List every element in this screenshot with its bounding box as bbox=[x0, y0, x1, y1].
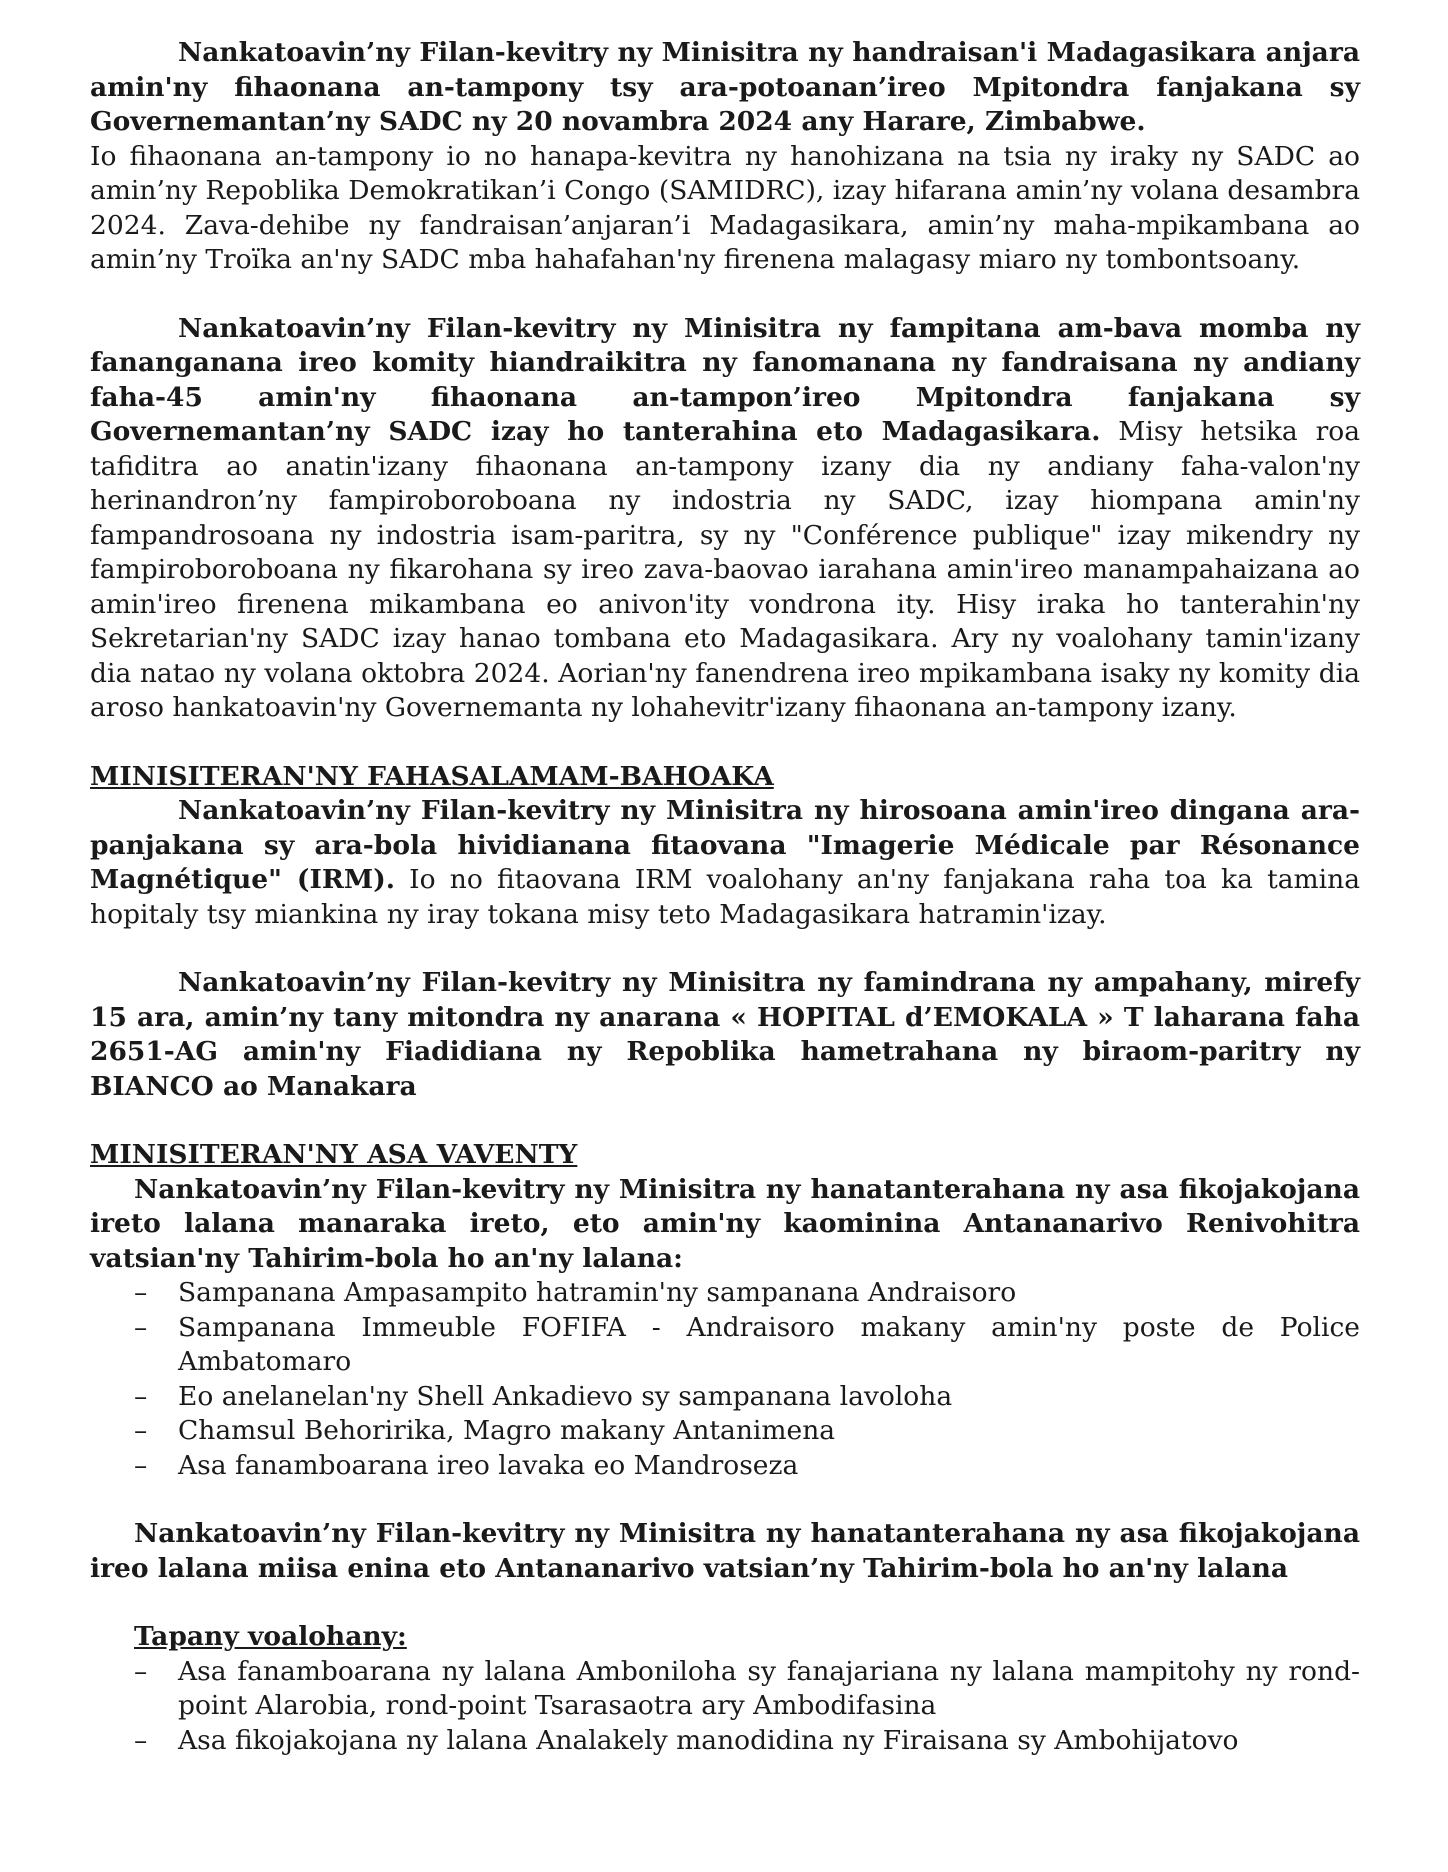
dash-bullet: – bbox=[134, 1415, 148, 1446]
list-item-text: Asa fanamboarana ireo lavaka eo Mandroseza bbox=[178, 1449, 799, 1481]
list-item-text: Asa fanamboarana ny lalana Amboniloha sy fanajariana ny lalana mampitohy ny rond-point Alarobia, rond-point Tsarasaotra ary Ambodifasina bbox=[178, 1655, 1360, 1721]
spacer bbox=[90, 1586, 1360, 1620]
section-heading-health: MINISITERAN'NY FAHASALAMAM-BAHOAKA bbox=[90, 760, 774, 792]
list-item-text: Sampanana Immeuble FOFIFA - Andraisoro makany amin'ny poste de Police Ambatomaro bbox=[178, 1311, 1360, 1377]
paragraph-body: Misy hetsika roa tafiditra ao anatin'izany fihaonana an-tampony izany dia ny andiany faha-valon'ny herinandron’ny fampiroboroboana ny indostria ny SADC, izay hiompana amin'ny fampandrosoana ny indostria isam-paritra, sy ny "Conférence publique" izay mikendry ny fampiroboroboana ny fikarohana sy ireo zava-baovao iarahana amin'ireo manampahaizana ao amin'ireo firenena mikambana eo anivon'ity vondrona ity. Hisy iraka ho tanterahin'ny Sekretarian'ny SADC izay hanao tombana eto Madagasikara. Ary ny voalohany tamin'izany dia natao ny volana oktobra 2024. Aorian'ny fanendrena ireo mpikambana isaky ny komity dia aroso hankatoavin'ny Governemanta ny lohahevitr'izany fihaonana an-tampony izany. bbox=[90, 416, 1360, 723]
list-item bbox=[90, 1380, 1360, 1415]
dash-bullet: – bbox=[134, 1380, 148, 1412]
dash-bullet: – bbox=[134, 1311, 148, 1343]
list-item-text: Sampanana Ampasampito hatramin'ny sampanana Andraisoro bbox=[178, 1277, 1017, 1308]
list-item bbox=[90, 1276, 1360, 1311]
paragraph-road-maintenance: Nankatoavin’ny Filan-kevitry ny Minisitra ny hanatanterahana ny asa fikojakojana ireto lalana manaraka ireto, eto amin'ny kaominina Antananarivo Renivohitra vatsian'ny Tahirim-bola ho an'ny lalana: bbox=[90, 1173, 1360, 1274]
list-item bbox=[90, 1655, 1360, 1724]
list-item bbox=[90, 1414, 1360, 1449]
paragraph-lead: Nankatoavin’ny Filan-kevitry ny Minisitra ny handraisan'i Madagasikara anjara amin'ny fihaonana an-tampony tsy ara-potoanan’ireo Mpitondra fanjakana sy Governemantan’ny SADC ny 20 novambra 2024 any Harare, Zimbabwe. bbox=[90, 37, 1360, 137]
phase-one-list bbox=[90, 1655, 1360, 1759]
dash-bullet: – bbox=[134, 1277, 148, 1308]
list-item-text: Asa fikojakojana ny lalana Analakely manodidina ny Firaisana sy Ambohijatovo bbox=[178, 1724, 1239, 1756]
list-item-text: Chamsul Behoririka, Magro makany Antanimena bbox=[178, 1415, 836, 1446]
paragraph-bianco: Nankatoavin’ny Filan-kevitry ny Minisitra ny famindrana ny ampahany, mirefy 15 ara, amin’ny tany mitondra ny anarana « HOPITAL d’EMOKALA » T laharana faha 2651-AG amin'ny Fiadidiana ny Repoblika hametrahana ny biraom-paritry ny BIANCO ao Manakara bbox=[90, 967, 1360, 1102]
paragraph-body: Io fihaonana an-tampony io no hanapa-kevitra ny hanohizana na tsia ny iraky ny SADC ao amin’ny Repoblika Demokratikan’i Congo (SAMIDRC), izay hifarana amin’ny volana desambra 2024. Zava-dehibe ny fandraisan’anjaran’i Madagasikara, amin’ny maha-mpikambana ao amin’ny Troïka an'ny SADC mba hahafahan'ny firenena malagasy miaro ny tombontsoany. bbox=[90, 140, 1360, 275]
subheading-phase-one: Tapany voalohany: bbox=[134, 1621, 407, 1652]
paragraph-lead: Nankatoavin’ny Filan-kevitry ny Minisitra ny hirosoana amin'ireo dingana ara-panjakana sy ara-bola hividianana fitaovana "Imagerie Médicale par Résonance Magnétique" (IRM). bbox=[90, 795, 1360, 895]
section-heading-works: MINISITERAN'NY ASA VAVENTY bbox=[90, 1139, 578, 1170]
list-item-text: Eo anelanelan'ny Shell Ankadievo sy sampanana lavoloha bbox=[178, 1380, 953, 1412]
paragraph-body: Io no fitaovana IRM voalohany an'ny fanjakana raha toa ka tamina hopitaly tsy miankina ny iray tokana misy teto Madagasikara hatramin'izay. bbox=[90, 864, 1360, 930]
spacer bbox=[90, 1104, 1360, 1138]
spacer bbox=[90, 1483, 1360, 1517]
dash-bullet: – bbox=[134, 1655, 148, 1687]
list-item bbox=[90, 1724, 1360, 1759]
list-item bbox=[90, 1449, 1360, 1484]
paragraph-irm bbox=[90, 794, 1360, 932]
road-list bbox=[90, 1276, 1360, 1483]
dash-bullet: – bbox=[134, 1724, 148, 1756]
paragraph-sadc-committees bbox=[90, 312, 1360, 726]
list-item bbox=[90, 1311, 1360, 1380]
dash-bullet: – bbox=[134, 1449, 148, 1481]
spacer bbox=[90, 932, 1360, 966]
spacer bbox=[90, 278, 1360, 312]
document-page bbox=[90, 36, 1360, 1758]
paragraph-sadc-summit bbox=[90, 36, 1360, 278]
paragraph-six-roads: Nankatoavin’ny Filan-kevitry ny Minisitra ny hanatanterahana ny asa fikojakojana ireo lalana miisa enina eto Antananarivo vatsian’ny Tahirim-bola ho an'ny lalana bbox=[90, 1518, 1360, 1584]
paragraph-lead: Nankatoavin’ny Filan-kevitry ny Minisitra ny fampitana am-bava momba ny fananganana ireo komity hiandraikitra ny fanomanana ny fandraisana ny andiany faha-45 amin'ny fihaonana an-tampon’ireo Mpitondra fanjakana sy Governemantan’ny SADC izay ho tanterahina eto Madagasikara. bbox=[90, 312, 1360, 447]
spacer bbox=[90, 726, 1360, 760]
